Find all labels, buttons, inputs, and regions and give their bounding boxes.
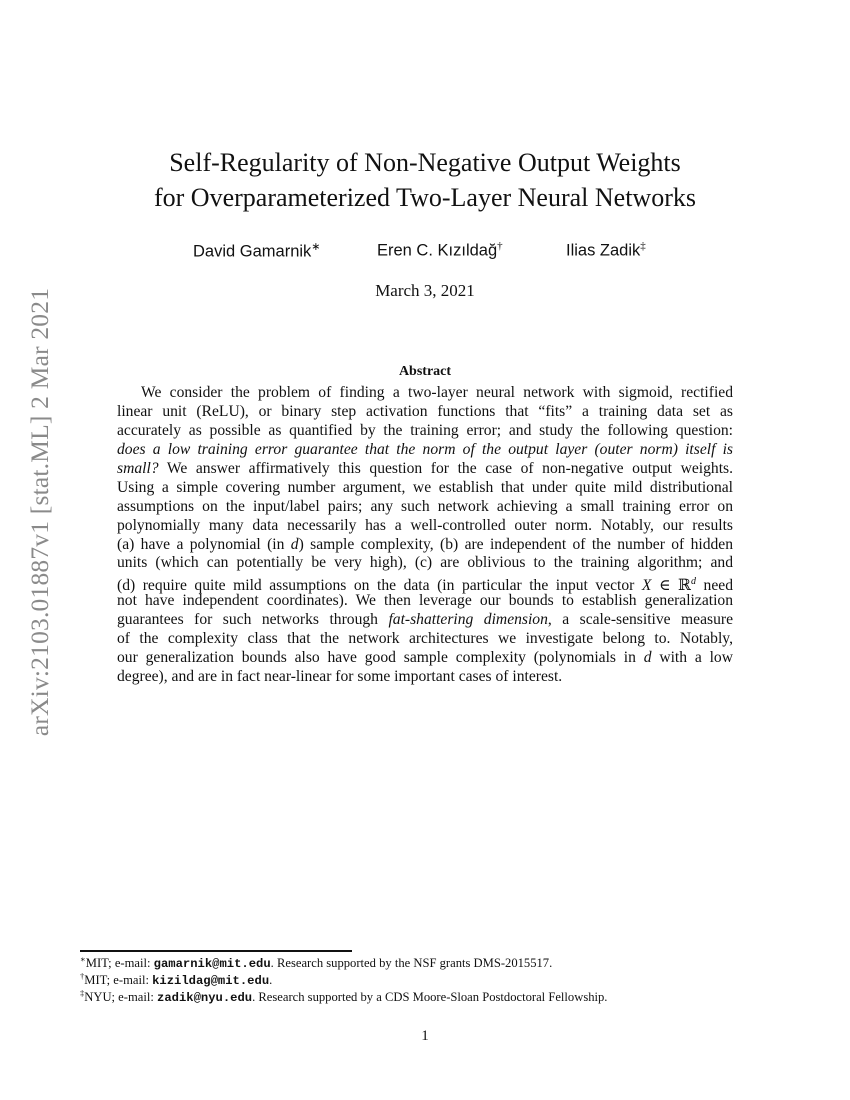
footnote-mark: ∗ (80, 954, 86, 964)
abstract-line (117, 668, 733, 687)
abstract-body (117, 384, 733, 687)
abstract-text: assumptions on the input/label pairs; any such network achieving a small training error on (117, 497, 733, 515)
email-link[interactable]: zadik@nyu.edu (157, 991, 253, 1006)
author-name: Ilias Zadik (566, 241, 641, 260)
author-name: Eren C. Kızıldağ (377, 241, 498, 260)
abstract-emphasis: small? (117, 459, 159, 477)
footnote-mark: † (80, 971, 85, 981)
abstract-line (117, 498, 733, 517)
footnote-rule (80, 950, 352, 952)
abstract-text: We answer affirmatively this question for the case of non-negative output weights. (158, 459, 733, 477)
abstract-line (117, 422, 733, 441)
abstract-emphasis: d (691, 576, 697, 588)
author-name: David Gamarnik (193, 242, 312, 261)
abstract-text: polynomially many data necessarily has a well-controlled outer norm. Notably, our results (117, 516, 733, 534)
abstract-text: ∈ ℝ (651, 577, 692, 595)
abstract-text: our generalization bounds also have good sample complexity (polynomials in (117, 649, 644, 667)
footnote-text: . Research supported by a CDS Moore-Sloan Postdoctoral Fellowship. (252, 990, 608, 1005)
author-gamarnik (193, 240, 321, 262)
abstract-line (117, 479, 733, 498)
abstract-text: of the complexity class that the network architectures we investigate belong to. Notably, (117, 630, 733, 648)
abstract-text: linear unit (ReLU), or binary step activation functions that “fits” a training data set as (117, 402, 733, 420)
footnote-mark: ∗ (311, 241, 321, 253)
abstract-line (117, 517, 733, 536)
footnote-text: NYU; e-mail: (84, 990, 157, 1005)
abstract-emphasis: d (643, 649, 652, 667)
footnote-mark: ‡ (640, 240, 646, 252)
abstract-text: , a scale-sensitive measure (547, 611, 733, 629)
abstract-line (117, 630, 733, 649)
abstract-line (117, 460, 733, 479)
footnote-3 (80, 988, 607, 1005)
abstract-text: Using a simple covering number argument, we establish that under quite mild distributional (117, 478, 733, 496)
abstract-text: (d) require quite mild assumptions on the data (in particular the input vector (117, 577, 642, 595)
abstract-text: (a) have a polynomial (in (117, 535, 291, 553)
arxiv-identifier-stamp: arXiv:2103.01887v1 [stat.ML] 2 Mar 2021 (25, 287, 54, 737)
footnote-1 (80, 954, 552, 971)
abstract-text: guarantees for such networks through (117, 611, 389, 629)
abstract-line (117, 441, 733, 460)
abstract-heading: Abstract (398, 364, 452, 379)
abstract-text: units (which can potentially be very high), (c) are oblivious to the training algorithm; and (117, 554, 733, 572)
abstract-text: degree), and are in fact near-linear for some important cases of interest. (117, 668, 563, 686)
abstract-emphasis: fat-shattering dimension (388, 611, 548, 629)
abstract-text: need (696, 577, 733, 595)
paper-title-line-1: Self-Regularity of Non-Negative Output Weights (169, 148, 681, 177)
abstract-text: not have independent coordinates). We then leverage our bounds to establish generalization (117, 592, 733, 610)
abstract-text: ) sample complexity, (b) are independent of the number of hidden (298, 535, 734, 553)
abstract-line (117, 384, 733, 403)
abstract-line (117, 403, 733, 422)
abstract-emphasis: d (290, 535, 299, 553)
abstract-emphasis: X (641, 577, 652, 595)
page-number: 1 (421, 1028, 429, 1044)
author-kizildag (377, 240, 503, 261)
footnote-text: . Research supported by the NSF grants DMS-2015517. (270, 956, 553, 971)
footnote-mark: † (497, 240, 503, 252)
author-zadik (566, 240, 646, 261)
paper-title-line-2: for Overparameterized Two-Layer Neural Networks (153, 183, 696, 212)
abstract-emphasis: does a low training error guarantee that the norm of the output layer (outer norm) itself is (117, 440, 733, 458)
footnote-mark: ‡ (80, 988, 85, 998)
abstract-text: with a low (651, 649, 733, 667)
footnote-text: MIT; e-mail: (84, 973, 153, 988)
abstract-text: accurately as possible as quantified by the training error; and study the following question: (117, 421, 733, 439)
abstract-line (117, 592, 733, 611)
abstract-line (117, 649, 733, 668)
footnote-text: . (269, 973, 273, 988)
abstract-line (117, 536, 733, 555)
abstract-line (117, 554, 733, 573)
abstract-text: We consider the problem of finding a two-layer neural network with sigmoid, rectified (141, 384, 733, 401)
footnote-text: MIT; e-mail: (85, 956, 154, 971)
email-link[interactable]: kizildag@mit.edu (152, 974, 270, 989)
abstract-line (117, 611, 733, 630)
abstract-line (117, 573, 733, 595)
paper-date: March 3, 2021 (375, 281, 475, 300)
footnote-2 (80, 971, 272, 988)
email-link[interactable]: gamarnik@mit.edu (153, 957, 271, 972)
